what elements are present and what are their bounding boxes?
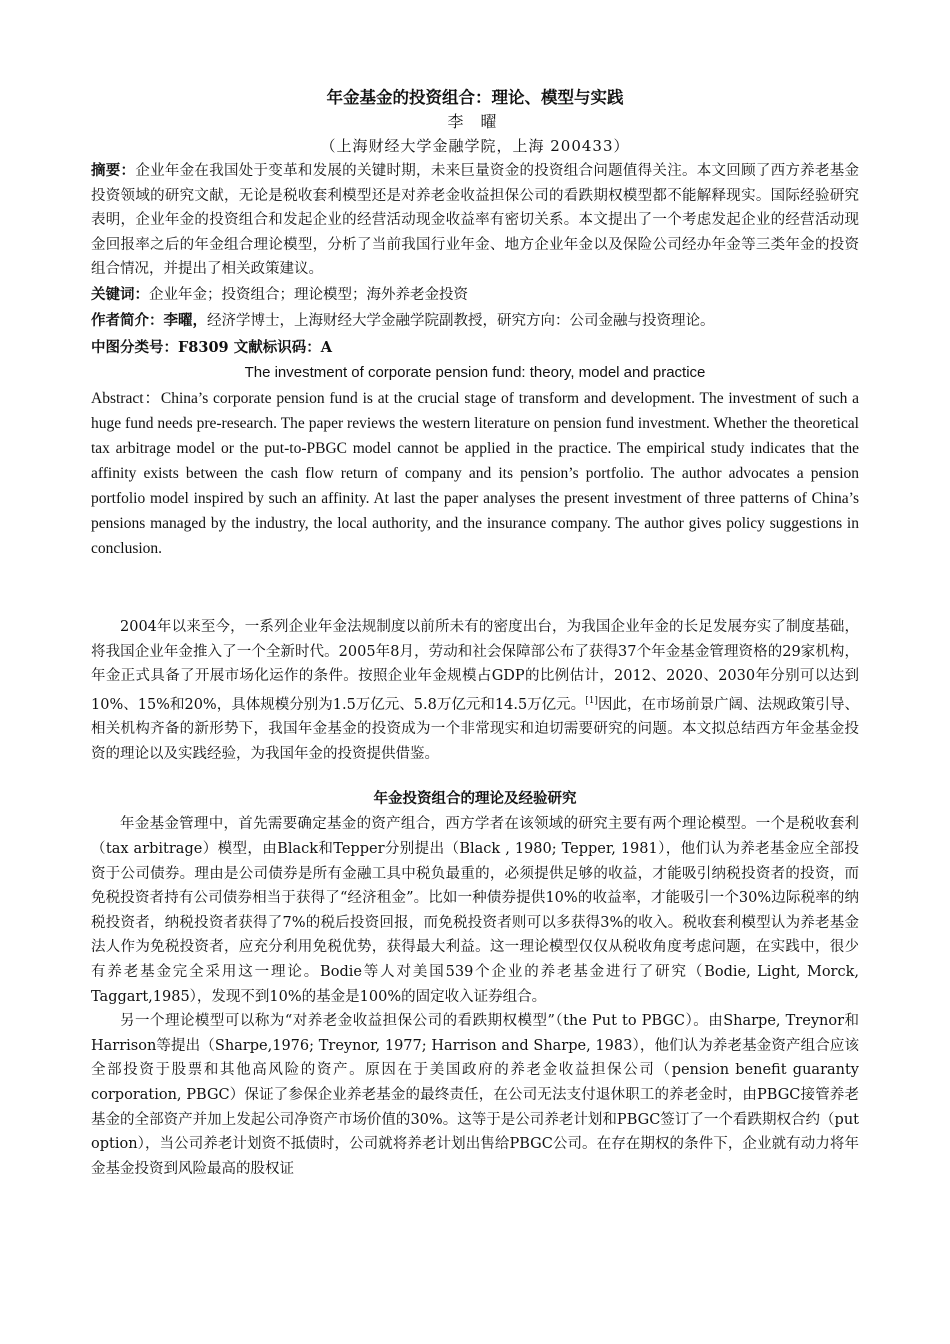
- intro-text-part2: 因此，在市场前景广阔、法规政策引导、相关机构齐备的新形势下，我国年金基金的投资成为一个非常现实和迫切需要研究的问题。本文拟总结西方年金基金投资的理论以及实践经验，为我国年金的投资提供借鉴。: [91, 696, 859, 762]
- keywords: [91, 282, 859, 309]
- section-heading: 年金投资组合的理论及经验研究: [373, 791, 577, 808]
- author-bio-text: 经济学博士，上海财经大学金融学院副教授，研究方向：公司金融与投资理论。: [207, 313, 715, 329]
- keywords-text: 企业年金；投资组合；理论模型；海外养老金投资: [149, 286, 468, 303]
- english-title: The investment of corporate pension fund: theory, model and practice: [244, 364, 706, 381]
- english-abstract: Abstract：China’s corporate pension fund is at the crucial stage of transform and development. The investment of such a huge fund needs pre-research. The paper reviews the western literature on pension fund investment. Whether the theoretical tax arbitrage model or the put-to-PBGC model cannot be applied in the practice. The empirical study indicates that the affinity exists between the cash flow return of company and its pension’s portfolio. The author advocates a pension portfolio model inspired by such an affinity. At last the paper analyses the present investment of three patterns of China’s pensions managed by the industry, the local authority, and the insurance company. The author gives policy suggestions in conclusion.: [91, 390, 859, 557]
- section-paragraph-1: 年金基金管理中，首先需要确定基金的资产组合，西方学者在该领域的研究主要有两个理论模型。一个是税收套利（tax arbitrage）模型，由Black和Tepper分别提出（Black , 1980; Tepper, 1981），他们认为养老基金应全部投资于公司债券。理由是公司债券是所有金融工具中税负最重的，必须提供足够的收益，才能吸引纳税投资者的投资，而免税投资者持有公司债券相当于获得了“经济租金”。比如一种债券提供10%的收益率，才能吸引一个30%边际税率的纳税投资者，纳税投资者获得了7%的税后投资回报，而免税投资者则可以多获得3%的收入。税收套利模型认为养老基金法人作为免税投资者，应充分利用免税优势，获得最大利益。这一理论模型仅仅从税收角度考虑问题，在实践中，很少有养老基金完全采用这一理论。Bodie等人对美国539个企业的养老基金进行了研究（Bodie, Light, Morck, Taggart,1985），发现不到10%的基金是100%的固定收入证券组合。: [91, 816, 859, 1005]
- citation-reference[interactable]: [1]: [585, 695, 598, 706]
- keywords-label: 关键词：: [91, 285, 149, 303]
- classification-code: 中图分类号：F8309 文献标识码：A: [91, 338, 332, 356]
- chinese-abstract: [91, 159, 859, 282]
- paper-page: [91, 86, 859, 1181]
- abstract-label: 摘要：: [91, 162, 136, 179]
- author-name: 李 曜: [447, 112, 503, 131]
- intro-text-part1: 2004年以来至今，一系列企业年金法规制度以前所未有的密度出台，为我国企业年金的长足发展夯实了制度基础，将我国企业年金推入了一个全新时代。2005年8月，劳动和社会保障部公布了获得37个年金基金管理资格的29家机构，年金正式具备了开展市场化运作的条件。按照企业年金规模占GDP的比例估计，2012、2020、2030年分别可以达到10%、15%和20%，具体规模分别为1.5万亿元、5.8万亿元和14.5万亿元。: [91, 619, 859, 713]
- intro-paragraph: [91, 615, 859, 766]
- paper-title: 年金基金的投资组合：理论、模型与实践: [326, 88, 624, 107]
- author-affiliation: （上海财经大学金融学院，上海 200433）: [320, 137, 630, 155]
- author-bio: [91, 308, 859, 335]
- abstract-text: 企业年金在我国处于变革和发展的关键时期，未来巨量资金的投资组合问题值得关注。本文回顾了西方养老基金投资领域的研究文献，无论是税收套利模型还是对养老金收益担保公司的看跌期权模型都不能解释现实。国际经验研究表明，企业年金的投资组合和发起企业的经营活动现金收益率有密切关系。本文提出了一个考虑发起企业的经营活动现金回报率之后的年金组合理论模型，分析了当前我国行业年金、地方企业年金以及保险公司经办年金等三类年金的投资组合情况，并提出了相关政策建议。: [91, 163, 860, 277]
- section-paragraph-2: 另一个理论模型可以称为“对养老金收益担保公司的看跌期权模型”（the Put to PBGC）。由Sharpe, Treynor和Harrison等提出（Sharpe,1976; Treynor, 1977; Harrison and Sharpe, 1983），他们认为养老基金资产组合应该全部投资于股票和其他高风险的资产。原因在于美国政府的养老金收益担保公司（pension benefit guaranty corporation, PBGC）保证了参保企业养老基金的最终责任，在公司无法支付退休职工的养老金时，由PBGC接管养老基金的全部资产并加上发起公司净资产市场价值的30%。这等于是公司养老计划和PBGC签订了一个看跌期权合约（put option），当公司养老计划资不抵债时，公司就将养老计划出售给PBGC公司。在存在期权的条件下，企业就有动力将年金基金投资到风险最高的股权证: [91, 1013, 859, 1177]
- author-bio-label: 作者简介：李曜，: [91, 312, 207, 329]
